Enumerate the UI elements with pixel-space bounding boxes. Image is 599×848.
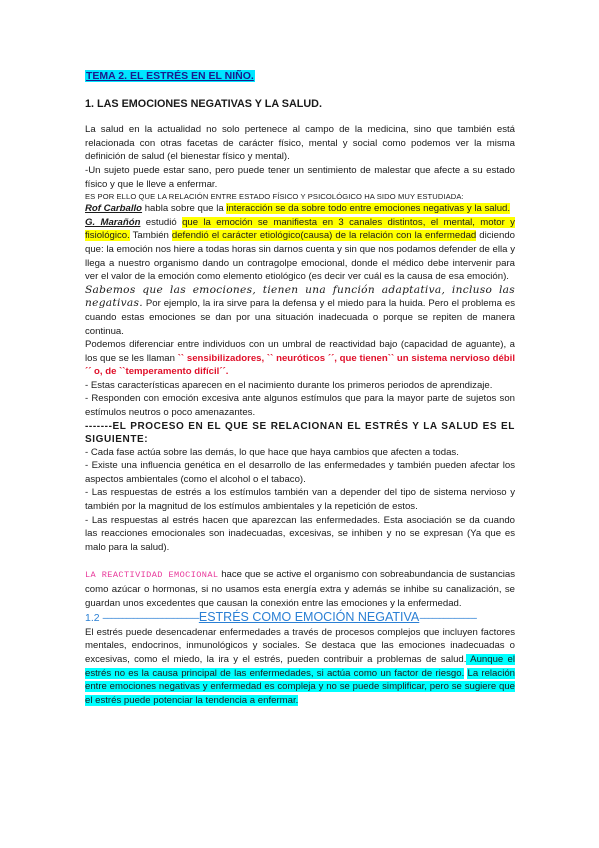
author-maranon: G. Marañón — [85, 216, 141, 228]
reactividad-label: LA REACTIVIDAD EMOCIONAL — [85, 570, 219, 581]
paragraph-salud: La salud en la actualidad no solo pertenece al campo de la medicina, sino que también está relacionada con otras facetas de carácter físico, mental y social como podemos ver la misma definición de salud (el bienestar físico y mental). — [85, 124, 515, 163]
maranon-highlight-1: que la emoción se manifiesta en 3 canales distintos, el mental, motor y fisiológico. — [85, 216, 515, 242]
proceso-heading: -------EL PROCESO EN EL QUE SE RELACIONAN EL ESTRÉS Y LA SALUD ES EL SIGUIENTE: — [85, 420, 515, 445]
paragraph-umbral — [85, 338, 515, 379]
bullet-2-4: - Las respuestas al estrés hacen que aparezcan las enfermedades. Esta asociación se da cuando las reacciones emocionales son inadecuadas, excesivas, se inhiben y no se expresan (Ya que es malo para la salud). — [85, 514, 515, 553]
bullet-2-1: - Cada fase actúa sobre las demás, lo que hace que haya cambios que afecten a todas. — [85, 446, 459, 458]
paragraph-caps: ES POR ELLO QUE LA RELACIÓN ENTRE ESTADO FÍSICO Y PSICOLÓGICO HA SIDO MUY ESTUDIADA: — [85, 192, 464, 202]
bullet-1-1: - Estas características aparecen en el nacimiento durante los primeros periodos de aprendizaje. — [85, 379, 493, 391]
maranon-text-2: También — [129, 230, 172, 242]
rof-text: habla sobre que la — [142, 203, 227, 215]
section-2-number: 1.2 — [85, 612, 100, 625]
document-page — [85, 70, 515, 707]
final-text: El estrés puede desencadenar enfermedades a través de procesos complejos que incluyen factores mentales, endocrinos, inmunológicos y sociales. Se destaca que las emociones inadecuadas o excesivas, como el miedo, la ira y el estrés, pueden contribuir a problemas de salud. — [85, 626, 515, 665]
maranon-text-1: estudió — [140, 216, 183, 228]
maranon-highlight-2: defendió el carácter etiológico(causa) de la relación con la enfermedad — [171, 230, 477, 242]
section-heading-1: 1. LAS EMOCIONES NEGATIVAS Y LA SALUD. — [85, 97, 322, 110]
document-title: TEMA 2. EL ESTRÉS EN EL NIÑO. — [86, 70, 254, 82]
umbral-text: Podemos diferenciar entre individuos con un umbral de reactividad bajo (capacidad de aguante), a los que se les llaman — [85, 339, 515, 364]
umbral-red: `` sensibilizadores, `` neuróticos ´´, que tienen`` un sistema nervioso débil´´ o, de ``temperamento difícil´´. — [85, 352, 515, 378]
paragraph-maranon — [85, 216, 515, 284]
bullet-2-2: - Existe una influencia genética en el desarrollo de las enfermedades y también pueden afectar los aspectos ambientales (como el alcohol o el tabaco). — [85, 460, 515, 485]
paragraph-sabemos — [85, 284, 515, 338]
paragraph-sujeto: -Un sujeto puede estar sano, pero puede tener un sentimiento de malestar que afecte a su estado físico y que le lleve a enfermar. — [85, 164, 515, 190]
reactividad-text: hace que se active el organismo con sobreabundancia de sustancias como azúcar o hormonas, si no usamos esta energía extra y además se inhibe su canalización, se guardan unos excedentes que causan la conexión entre las emociones y la enfermedad. — [85, 569, 516, 609]
final-highlight-1: Aunque el estrés no es la causa principal de las enfermedades, si actúa como un factor de riesgo. — [85, 653, 515, 679]
section-heading-2 — [85, 611, 515, 626]
paragraph-rof — [85, 202, 515, 216]
paragraph-final — [85, 626, 515, 708]
maranon-text-3: diciendo que: la emoción nos hiere a todas horas sin darnos cuenta y sin que nos podamos defender de ella y llega a nuestro organismo dando un contragolpe emocional, donde el médico debe intervenir para ver el valor de la emoción como elemento etiológico (es decir ver cuál es la causa de esa emoción). — [85, 230, 515, 283]
rof-highlight: interacción se da sobre todo entre emociones negativas y la salud. — [226, 203, 511, 215]
section-2-dashes-left: -------------------------------------------- — [102, 613, 199, 625]
bullet-1-2: - Responden con emoción excesiva ante algunos estímulos que para la mayor parte de sujetos son estímulos neutros o poco amenazantes. — [85, 393, 515, 419]
bullet-2-3: - Las respuestas de estrés a los estímulos también van a depender del tipo de sistema nervioso y también por la magnitud de los estímulos ambientales y la repetición de estos. — [85, 487, 515, 513]
section-2-title: ESTRÉS COMO EMOCIÓN NEGATIVA — [198, 610, 420, 625]
paragraph-reactividad — [85, 568, 515, 610]
author-rof: Rof Carballo — [85, 203, 143, 215]
final-highlight-2: La relación entre emociones negativas y enfermedad es compleja y no se puede simplificar, pero se sugiere que el estrés puede potenciar la tendencia a enfermar. — [85, 667, 515, 706]
section-2-dashes-right: -------------------------- — [419, 613, 477, 625]
sabemos-text: Por ejemplo, la ira sirve para la defensa y el miedo para la huida. Pero el problema es cuando estas emociones se dan por una situación inadecuada o porque se repiten de manera continua. — [85, 298, 515, 337]
sabemos-script: Sabemos que las emociones, tienen una función adaptativa, incluso las negativas. — [85, 283, 515, 310]
